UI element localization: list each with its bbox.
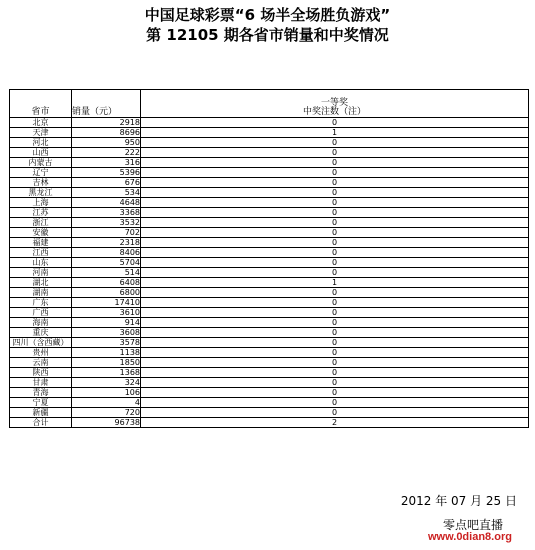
header-prize-line2: 中奖注数（注） — [302, 107, 366, 117]
cell-winners: 0 — [141, 238, 529, 248]
cell-winners: 0 — [141, 298, 529, 308]
table-row — [10, 388, 529, 398]
cell-sales: 106 — [72, 388, 141, 398]
cell-sales: 676 — [72, 178, 141, 188]
cell-winners: 0 — [141, 368, 529, 378]
cell-province: 吉林 — [10, 178, 72, 188]
cell-winners: 0 — [141, 168, 529, 178]
cell-province: 内蒙古 — [10, 158, 72, 168]
cell-province: 上海 — [10, 198, 72, 208]
header-sales: 销量（元） — [72, 90, 141, 118]
table-row — [10, 298, 529, 308]
cell-sales: 4 — [72, 398, 141, 408]
table-row — [10, 228, 529, 238]
header-prize-line1: 一等奖 — [320, 98, 348, 108]
total-winners: 2 — [141, 418, 529, 428]
cell-winners: 0 — [141, 358, 529, 368]
cell-sales: 702 — [72, 228, 141, 238]
cell-province: 新疆 — [10, 408, 72, 418]
cell-winners: 0 — [141, 268, 529, 278]
table-row — [10, 378, 529, 388]
cell-winners: 0 — [141, 148, 529, 158]
cell-winners: 0 — [141, 158, 529, 168]
report-date: 2012 年 07 月 25 日 — [400, 494, 517, 508]
header-first-prize — [141, 90, 529, 118]
cell-sales: 222 — [72, 148, 141, 158]
table-body — [10, 118, 529, 428]
cell-province: 辽宁 — [10, 168, 72, 178]
table-row — [10, 288, 529, 298]
cell-sales: 316 — [72, 158, 141, 168]
cell-province: 天津 — [10, 128, 72, 138]
cell-sales: 3608 — [72, 328, 141, 338]
cell-province: 黑龙江 — [10, 188, 72, 198]
cell-province: 河南 — [10, 268, 72, 278]
table-row — [10, 328, 529, 338]
cell-sales: 3532 — [72, 218, 141, 228]
cell-province: 福建 — [10, 238, 72, 248]
cell-winners: 0 — [141, 348, 529, 358]
cell-province: 江西 — [10, 248, 72, 258]
cell-sales: 4648 — [72, 198, 141, 208]
brand-name: 零点吧直播 — [443, 518, 504, 532]
cell-province: 陕西 — [10, 368, 72, 378]
cell-sales: 1138 — [72, 348, 141, 358]
table-row — [10, 218, 529, 228]
table-row — [10, 318, 529, 328]
cell-sales: 534 — [72, 188, 141, 198]
cell-province: 重庆 — [10, 328, 72, 338]
document-title: 中国足球彩票“6 场半全场胜负游戏” — [144, 6, 391, 24]
cell-sales: 3368 — [72, 208, 141, 218]
cell-winners: 1 — [141, 128, 529, 138]
cell-winners: 0 — [141, 228, 529, 238]
cell-winners: 0 — [141, 248, 529, 258]
table-row — [10, 158, 529, 168]
cell-winners: 0 — [141, 318, 529, 328]
table-row — [10, 208, 529, 218]
table-row — [10, 118, 529, 128]
table-row — [10, 138, 529, 148]
cell-province: 四川（含西藏） — [10, 338, 72, 348]
cell-winners: 0 — [141, 388, 529, 398]
cell-province: 北京 — [10, 118, 72, 128]
cell-sales: 720 — [72, 408, 141, 418]
cell-sales: 3578 — [72, 338, 141, 348]
cell-province: 青海 — [10, 388, 72, 398]
cell-sales: 2918 — [72, 118, 141, 128]
cell-sales: 6800 — [72, 288, 141, 298]
cell-province: 安徽 — [10, 228, 72, 238]
cell-sales: 514 — [72, 268, 141, 278]
table-row — [10, 338, 529, 348]
cell-sales: 950 — [72, 138, 141, 148]
cell-sales: 8696 — [72, 128, 141, 138]
table-row — [10, 398, 529, 408]
cell-sales: 5704 — [72, 258, 141, 268]
table-row — [10, 198, 529, 208]
table-row — [10, 268, 529, 278]
cell-province: 贵州 — [10, 348, 72, 358]
cell-winners: 0 — [141, 328, 529, 338]
cell-province: 甘肃 — [10, 378, 72, 388]
cell-province: 云南 — [10, 358, 72, 368]
cell-winners: 0 — [141, 188, 529, 198]
cell-winners: 0 — [141, 308, 529, 318]
header-province: 省市 — [10, 90, 72, 118]
cell-province: 海南 — [10, 318, 72, 328]
table-row — [10, 258, 529, 268]
cell-province: 山东 — [10, 258, 72, 268]
cell-province: 湖北 — [10, 278, 72, 288]
table-row — [10, 278, 529, 288]
table-row — [10, 368, 529, 378]
sales-table — [9, 89, 529, 428]
table-row — [10, 358, 529, 368]
cell-winners: 0 — [141, 218, 529, 228]
total-sales: 96738 — [72, 418, 141, 428]
cell-province: 浙江 — [10, 218, 72, 228]
document-subtitle: 第 12105 期各省市销量和中奖情况 — [146, 26, 389, 44]
cell-sales: 1850 — [72, 358, 141, 368]
table-row — [10, 178, 529, 188]
cell-winners: 0 — [141, 288, 529, 298]
total-row — [10, 418, 529, 428]
table-row — [10, 348, 529, 358]
site-url[interactable]: www.0dian8.org — [428, 531, 512, 543]
cell-winners: 0 — [141, 178, 529, 188]
cell-sales: 8406 — [72, 248, 141, 258]
cell-winners: 0 — [141, 118, 529, 128]
cell-winners: 0 — [141, 198, 529, 208]
cell-winners: 0 — [141, 408, 529, 418]
cell-winners: 0 — [141, 338, 529, 348]
table-row — [10, 408, 529, 418]
cell-sales: 324 — [72, 378, 141, 388]
cell-province: 河北 — [10, 138, 72, 148]
cell-winners: 0 — [141, 258, 529, 268]
table-header-row — [10, 90, 529, 118]
cell-winners: 0 — [141, 398, 529, 408]
cell-sales: 5396 — [72, 168, 141, 178]
cell-sales: 2318 — [72, 238, 141, 248]
cell-province: 广西 — [10, 308, 72, 318]
table-row — [10, 238, 529, 248]
total-label: 合计 — [10, 418, 72, 428]
cell-province: 湖南 — [10, 288, 72, 298]
table-row — [10, 248, 529, 258]
cell-province: 宁夏 — [10, 398, 72, 408]
cell-winners: 0 — [141, 208, 529, 218]
cell-province: 江苏 — [10, 208, 72, 218]
table-row — [10, 168, 529, 178]
table-row — [10, 308, 529, 318]
cell-sales: 914 — [72, 318, 141, 328]
cell-winners: 0 — [141, 378, 529, 388]
cell-winners: 0 — [141, 138, 529, 148]
cell-winners: 1 — [141, 278, 529, 288]
cell-province: 山西 — [10, 148, 72, 158]
cell-sales: 6408 — [72, 278, 141, 288]
cell-province: 广东 — [10, 298, 72, 308]
table-row — [10, 128, 529, 138]
table-row — [10, 148, 529, 158]
cell-sales: 1368 — [72, 368, 141, 378]
cell-sales: 17410 — [72, 298, 141, 308]
table-row — [10, 188, 529, 198]
cell-sales: 3610 — [72, 308, 141, 318]
